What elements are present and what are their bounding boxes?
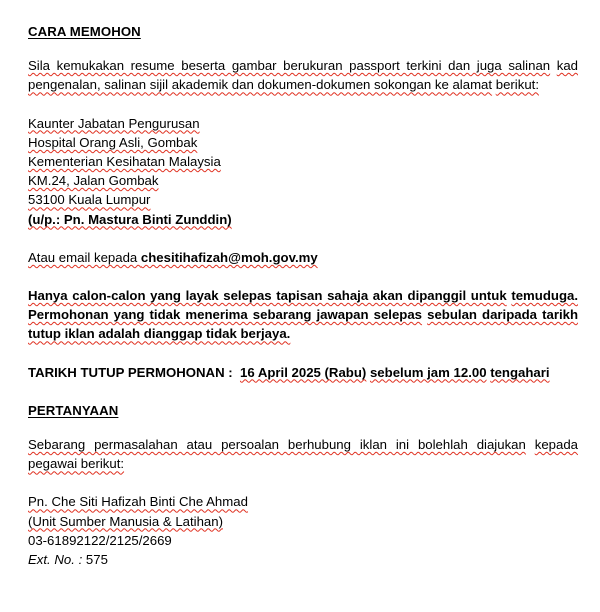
officer-extension-label: Ext. No.	[28, 552, 75, 568]
spacer	[28, 41, 578, 56]
heading-cara-memohon-text: CARA MEMOHON	[28, 24, 141, 39]
address-line-2-text: Hospital Orang Asli, Gombak	[28, 134, 198, 150]
address-line-3	[28, 152, 578, 171]
spacer	[28, 382, 578, 401]
spacer	[28, 267, 578, 286]
heading-pertanyaan	[28, 401, 578, 420]
closing-date-time: sebelum jam 12.00	[369, 364, 487, 380]
shortlist-line-2: temuduga. Permohonan yang tidak menerima sebarang jawapan selepas	[28, 288, 578, 323]
address-block	[28, 114, 578, 229]
officer-phone-text: 03-61892122/2125/2669	[28, 532, 172, 548]
officer-extension	[28, 550, 578, 569]
shortlist-line-1: Hanya calon-calon yang layak selepas tapisan sahaja akan dipanggil untuk	[28, 288, 507, 304]
officer-unit	[28, 512, 578, 531]
closing-date-value: 16 April 2025 (Rabu)	[239, 364, 367, 380]
officer-phone[interactable]	[28, 531, 578, 550]
closing-date-time-suffix: tengahari	[490, 364, 550, 380]
officer-name	[28, 492, 578, 511]
paragraph-closing-date	[28, 363, 578, 382]
address-line-5	[28, 190, 578, 209]
pertanyaan-line-2: kepada pegawai berikut:	[28, 437, 578, 472]
paragraph-pertanyaan-intro	[28, 435, 578, 473]
address-line-4-text: KM.24, Jalan Gombak	[28, 173, 159, 189]
address-line-1-text: Kaunter Jabatan Pengurusan	[28, 115, 200, 131]
address-line-1	[28, 114, 578, 133]
address-attention-text: (u/p.: Pn. Mastura Binti Zunddin)	[28, 211, 232, 227]
email-address[interactable]: chesitihafizah@moh.gov.my	[140, 249, 318, 265]
officer-extension-number: 575	[85, 552, 108, 568]
paragraph-shortlist-notice	[28, 286, 578, 344]
address-line-3-text: Kementerian Kesihatan Malaysia	[28, 154, 221, 170]
shortlist-line-3: sebulan daripada tarikh tutup iklan adalah dianggap tidak berjaya.	[28, 307, 578, 342]
address-line-2	[28, 133, 578, 152]
spacer	[28, 344, 578, 363]
closing-date-label: TARIKH TUTUP PERMOHONAN :	[28, 364, 233, 380]
address-line-5-text: 53100 Kuala Lumpur	[28, 192, 151, 208]
heading-pertanyaan-text: PERTANYAAN	[28, 402, 119, 418]
officer-unit-text: (Unit Sumber Manusia & Latihan)	[28, 513, 223, 529]
spacer	[28, 420, 578, 435]
email-prefix: Atau email kepada	[28, 249, 141, 265]
paragraph-email	[28, 248, 578, 267]
intro-line-2: kad pengenalan, salinan sijil akademik dan dokumen-dokumen sokongan ke alamat	[28, 58, 578, 93]
spacer	[28, 473, 578, 492]
heading-cara-memohon	[28, 22, 578, 41]
paragraph-cara-memohon-intro	[28, 56, 578, 94]
pertanyaan-line-1: Sebarang permasalahan atau persoalan berhubung iklan ini bolehlah diajukan	[28, 437, 526, 453]
intro-line-3: berikut:	[495, 77, 539, 93]
officer-contact-block	[28, 492, 578, 569]
officer-name-text: Pn. Che Siti Hafizah Binti Che Ahmad	[28, 494, 248, 510]
spacer	[28, 229, 578, 248]
officer-extension-separator: :	[74, 552, 86, 568]
address-attention-line	[28, 210, 578, 229]
address-line-4	[28, 171, 578, 190]
spacer	[28, 95, 578, 114]
document-body	[28, 22, 578, 569]
intro-line-1: Sila kemukakan resume beserta gambar berukuran passport terkini dan juga salinan	[28, 58, 551, 74]
